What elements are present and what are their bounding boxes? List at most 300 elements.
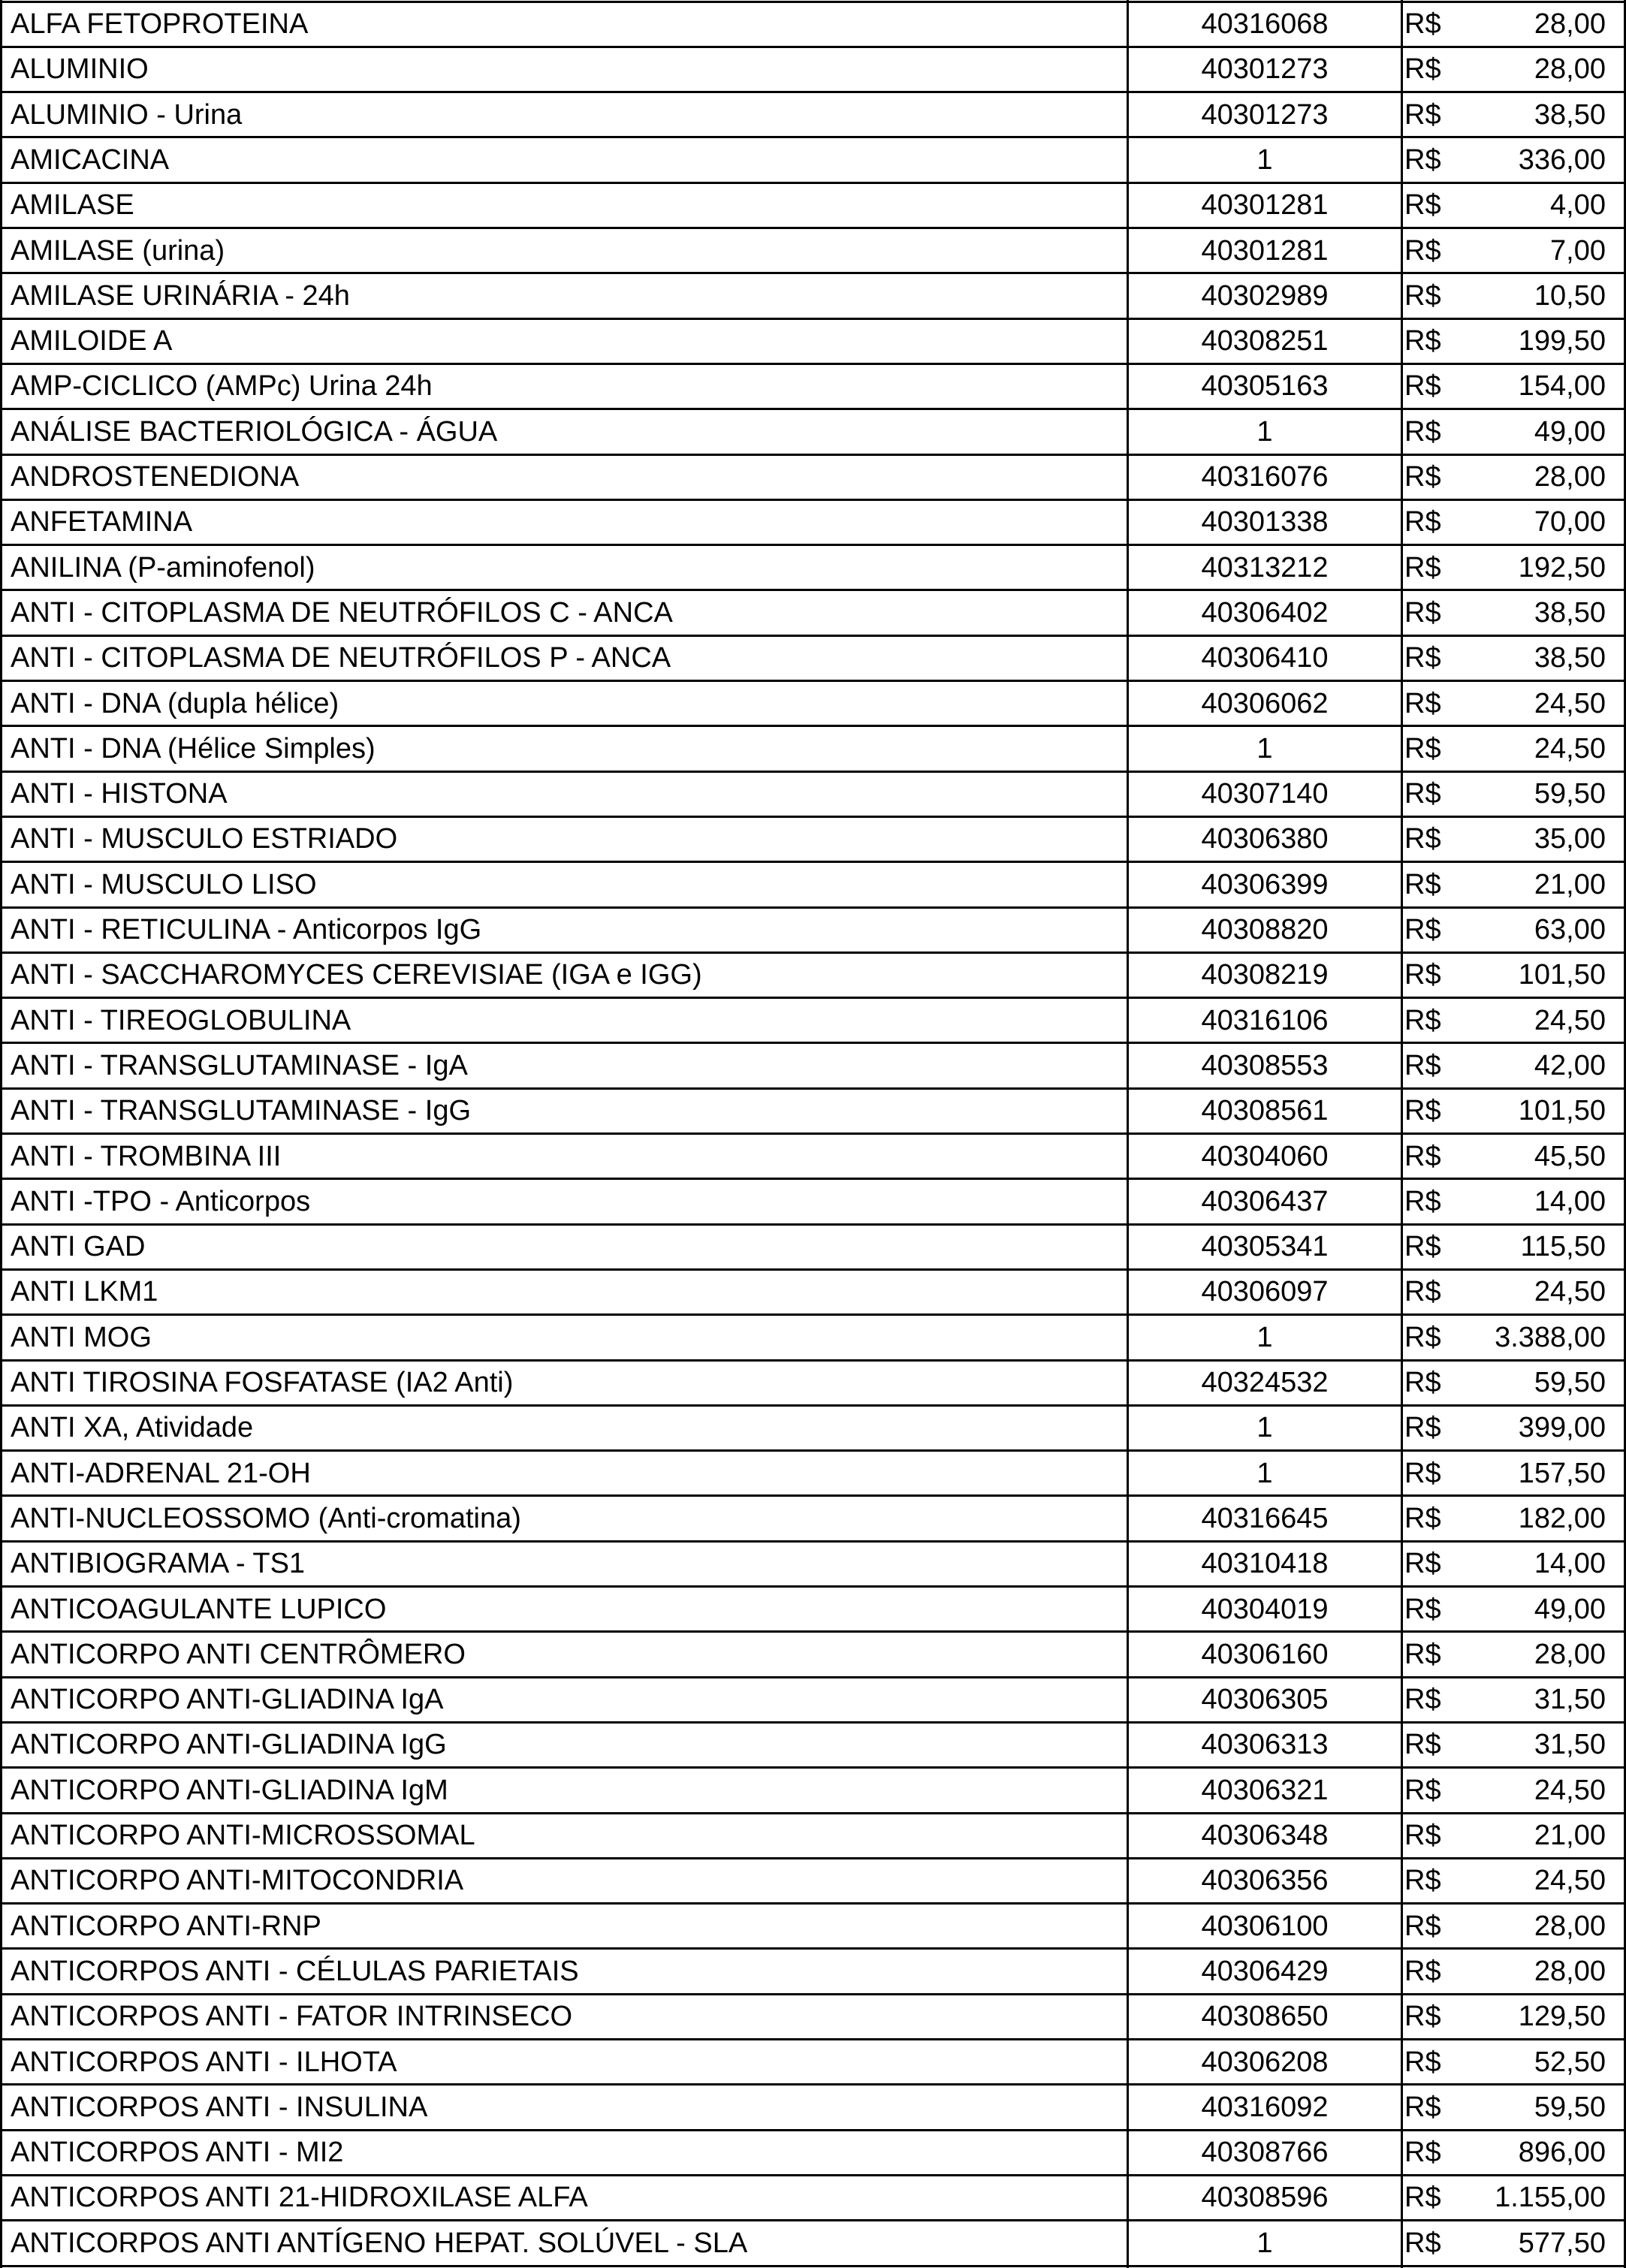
currency-symbol-cell: R$ — [1404, 1638, 1441, 1670]
currency-symbol-cell: R$ — [1404, 2046, 1441, 2078]
price-cell: 1.155,00 — [1495, 2182, 1606, 2214]
row-divider — [0, 1585, 1626, 1588]
price-cell: 14,00 — [1534, 1185, 1606, 1217]
price-cell: 59,50 — [1534, 1367, 1606, 1398]
table-row — [0, 137, 1626, 182]
currency-symbol-cell: R$ — [1404, 1004, 1441, 1036]
price-cell: 14,00 — [1534, 1548, 1606, 1580]
currency-symbol-cell: R$ — [1404, 234, 1441, 267]
currency-symbol-cell: R$ — [1404, 1955, 1441, 1987]
currency-symbol-cell: R$ — [1404, 959, 1441, 991]
price-cell: 28,00 — [1534, 1638, 1606, 1670]
exam-code-cell: 40307140 — [1201, 778, 1329, 810]
exam-code-cell: 40316076 — [1201, 461, 1329, 493]
row-divider — [0, 680, 1626, 682]
currency-symbol-cell: R$ — [1404, 1095, 1441, 1127]
exam-code-cell: 1 — [1256, 2227, 1273, 2259]
table-row — [0, 816, 1626, 861]
price-cell: 24,50 — [1534, 1276, 1606, 1308]
price-cell: 28,00 — [1534, 8, 1606, 40]
price-cell: 115,50 — [1520, 1231, 1606, 1263]
table-row — [0, 2175, 1626, 2220]
row-divider — [0, 1178, 1626, 1180]
table-row — [0, 1994, 1626, 2039]
exam-name-cell: AMILASE (urina) — [11, 234, 225, 267]
table-row — [0, 998, 1626, 1043]
row-divider — [0, 1540, 1626, 1543]
exam-code-cell: 40316068 — [1201, 8, 1329, 40]
price-cell: 21,00 — [1534, 1820, 1606, 1851]
price-cell: 31,50 — [1534, 1729, 1606, 1761]
row-divider — [0, 1223, 1626, 1226]
currency-symbol-cell: R$ — [1404, 1412, 1441, 1444]
table-row — [0, 907, 1626, 952]
row-divider — [0, 952, 1626, 954]
price-cell: 4,00 — [1550, 189, 1606, 222]
row-divider — [0, 454, 1626, 456]
price-cell: 28,00 — [1534, 53, 1606, 86]
column-divider — [1401, 0, 1403, 2268]
table-row — [0, 2, 1626, 47]
exam-name-cell: ANTI TIROSINA FOSFATASE (IA2 Anti) — [11, 1367, 514, 1398]
currency-symbol-cell: R$ — [1404, 1684, 1441, 1716]
row-divider — [0, 1812, 1626, 1814]
currency-symbol-cell: R$ — [1404, 2137, 1441, 2169]
exam-name-cell: ANTICORPOS ANTI - MI2 — [11, 2137, 344, 2169]
row-divider — [0, 1630, 1626, 1633]
table-row — [0, 681, 1626, 726]
price-cell: 28,00 — [1534, 1955, 1606, 1987]
currency-symbol-cell: R$ — [1404, 1502, 1441, 1534]
currency-symbol-cell: R$ — [1404, 53, 1441, 86]
currency-symbol-cell: R$ — [1404, 1548, 1441, 1580]
exam-name-cell: ANTI - SACCHAROMYCES CEREVISIAE (IGA e IGG) — [11, 959, 702, 991]
row-divider — [0, 136, 1626, 138]
exam-code-cell: 40306402 — [1201, 596, 1329, 629]
currency-symbol-cell: R$ — [1404, 1910, 1441, 1942]
table-row — [0, 1088, 1626, 1133]
row-divider — [0, 1766, 1626, 1769]
row-divider — [0, 1721, 1626, 1724]
currency-symbol-cell: R$ — [1404, 1049, 1441, 1081]
exam-code-cell: 40306410 — [1201, 642, 1329, 674]
exam-code-cell: 40301281 — [1201, 234, 1329, 267]
exam-code-cell: 40316092 — [1201, 2091, 1329, 2123]
exam-name-cell: ANTI - MUSCULO ESTRIADO — [11, 823, 398, 855]
price-cell: 7,00 — [1550, 234, 1606, 267]
table-row — [0, 771, 1626, 816]
price-cell: 59,50 — [1534, 2091, 1606, 2123]
currency-symbol-cell: R$ — [1404, 189, 1441, 222]
exam-code-cell: 1 — [1256, 415, 1273, 448]
price-cell: 49,00 — [1534, 1593, 1606, 1625]
exam-name-cell: AMILASE URINÁRIA - 24h — [11, 279, 350, 312]
exam-code-cell: 40310418 — [1201, 1548, 1329, 1580]
price-cell: 49,00 — [1534, 415, 1606, 448]
table-row — [0, 363, 1626, 409]
row-divider — [0, 1268, 1626, 1271]
currency-symbol-cell: R$ — [1404, 8, 1441, 40]
row-divider — [0, 1359, 1626, 1362]
table-row — [0, 454, 1626, 499]
exam-code-cell: 40306437 — [1201, 1185, 1329, 1217]
row-divider — [0, 1132, 1626, 1135]
exam-code-cell: 40306097 — [1201, 1276, 1329, 1308]
price-cell: 21,00 — [1534, 868, 1606, 900]
exam-code-cell: 40306100 — [1201, 1910, 1329, 1942]
price-cell: 182,00 — [1518, 1502, 1606, 1534]
exam-code-cell: 1 — [1256, 1412, 1273, 1444]
price-cell: 24,50 — [1534, 1004, 1606, 1036]
currency-symbol-cell: R$ — [1404, 868, 1441, 900]
currency-symbol-cell: R$ — [1404, 1231, 1441, 1263]
row-divider — [0, 861, 1626, 863]
exam-code-cell: 40304060 — [1201, 1140, 1329, 1172]
currency-symbol-cell: R$ — [1404, 596, 1441, 629]
table-row — [0, 1677, 1626, 1722]
table-row — [0, 726, 1626, 771]
exam-name-cell: ANTICORPO ANTI-MITOCONDRIA — [11, 1865, 464, 1897]
currency-symbol-cell: R$ — [1404, 1774, 1441, 1806]
table-row — [0, 409, 1626, 454]
table-row — [0, 2085, 1626, 2130]
table-row — [0, 1043, 1626, 1088]
currency-symbol-cell: R$ — [1404, 325, 1441, 357]
table-row — [0, 635, 1626, 680]
price-cell: 3.388,00 — [1495, 1321, 1606, 1353]
price-cell: 38,50 — [1534, 596, 1606, 629]
exam-name-cell: ALUMINIO — [11, 53, 149, 86]
exam-code-cell: 40301273 — [1201, 98, 1329, 131]
row-divider — [0, 2174, 1626, 2176]
currency-symbol-cell: R$ — [1404, 2227, 1441, 2259]
row-divider — [0, 91, 1626, 93]
exam-name-cell: ANTI GAD — [11, 1231, 146, 1263]
exam-code-cell: 40308219 — [1201, 959, 1329, 991]
row-divider — [0, 227, 1626, 229]
exam-name-cell: AMP-CICLICO (AMPc) Urina 24h — [11, 370, 433, 403]
exam-code-cell: 40308553 — [1201, 1049, 1329, 1081]
column-divider — [1127, 0, 1129, 2268]
exam-name-cell: ANTI - TRANSGLUTAMINASE - IgG — [11, 1095, 472, 1127]
exam-name-cell: ANDROSTENEDIONA — [11, 461, 300, 493]
row-divider — [0, 589, 1626, 591]
row-divider — [0, 1902, 1626, 1905]
exam-name-cell: ANTI - MUSCULO LISO — [11, 868, 317, 900]
exam-code-cell: 40302989 — [1201, 279, 1329, 312]
exam-name-cell: ANTI XA, Atividade — [11, 1412, 254, 1444]
exam-name-cell: ALUMINIO - Urina — [11, 98, 243, 131]
table-row — [0, 1496, 1626, 1541]
exam-code-cell: 40306321 — [1201, 1774, 1329, 1806]
price-cell: 38,50 — [1534, 98, 1606, 131]
row-divider — [0, 2265, 1626, 2267]
exam-name-cell: ANTI MOG — [11, 1321, 152, 1353]
currency-symbol-cell: R$ — [1404, 687, 1441, 719]
exam-code-cell: 1 — [1256, 732, 1273, 765]
exam-code-cell: 40313212 — [1201, 551, 1329, 584]
row-divider — [0, 46, 1626, 48]
currency-symbol-cell: R$ — [1404, 1367, 1441, 1398]
exam-name-cell: ANTICORPO ANTI-MICROSSOMAL — [11, 1820, 475, 1851]
table-row — [0, 2130, 1626, 2175]
price-cell: 577,50 — [1518, 2227, 1606, 2259]
table-row — [0, 1405, 1626, 1450]
table-row — [0, 1224, 1626, 1269]
currency-symbol-cell: R$ — [1404, 1276, 1441, 1308]
column-divider — [0, 0, 2, 2268]
currency-symbol-cell: R$ — [1404, 914, 1441, 946]
row-divider — [0, 1087, 1626, 1090]
price-cell: 45,50 — [1534, 1140, 1606, 1172]
price-cell: 35,00 — [1534, 823, 1606, 855]
currency-symbol-cell: R$ — [1404, 370, 1441, 403]
table-row — [0, 92, 1626, 137]
currency-symbol-cell: R$ — [1404, 1820, 1441, 1851]
exam-name-cell: ALFA FETOPROTEINA — [11, 8, 309, 40]
exam-name-cell: ANTI - CITOPLASMA DE NEUTRÓFILOS P - ANCA — [11, 642, 671, 674]
exam-name-cell: ANTICORPO ANTI-GLIADINA IgA — [11, 1684, 444, 1716]
table-row — [0, 1451, 1626, 1496]
exam-code-cell: 40308650 — [1201, 2001, 1329, 2033]
price-cell: 192,50 — [1518, 551, 1606, 584]
price-cell: 24,50 — [1534, 1865, 1606, 1897]
exam-name-cell: ANTI - DNA (Hélice Simples) — [11, 732, 376, 765]
table-row — [0, 545, 1626, 590]
currency-symbol-cell: R$ — [1404, 1865, 1441, 1897]
exam-name-cell: ANFETAMINA — [11, 506, 193, 538]
exam-code-cell: 40301281 — [1201, 189, 1329, 222]
row-divider — [0, 1494, 1626, 1497]
exam-name-cell: ANTICORPO ANTI-GLIADINA IgG — [11, 1729, 447, 1761]
currency-symbol-cell: R$ — [1404, 551, 1441, 584]
row-divider — [0, 771, 1626, 773]
exam-code-cell: 40306399 — [1201, 868, 1329, 900]
currency-symbol-cell: R$ — [1404, 1729, 1441, 1761]
exam-name-cell: AMILASE — [11, 189, 134, 222]
price-cell: 24,50 — [1534, 1774, 1606, 1806]
row-divider — [0, 2219, 1626, 2221]
price-cell: 199,50 — [1518, 325, 1606, 357]
table-row — [0, 1949, 1626, 1994]
exam-name-cell: ANTI-ADRENAL 21-OH — [11, 1457, 311, 1489]
row-divider — [0, 318, 1626, 320]
exam-name-cell: ANTI-NUCLEOSSOMO (Anti-cromatina) — [11, 1502, 521, 1534]
row-divider — [0, 906, 1626, 909]
price-cell: 24,50 — [1534, 732, 1606, 765]
exam-code-cell: 40306305 — [1201, 1684, 1329, 1716]
currency-symbol-cell: R$ — [1404, 642, 1441, 674]
currency-symbol-cell: R$ — [1404, 1593, 1441, 1625]
currency-symbol-cell: R$ — [1404, 1185, 1441, 1217]
exam-code-cell: 40305163 — [1201, 370, 1329, 403]
price-cell: 63,00 — [1534, 914, 1606, 946]
row-divider — [0, 1, 1626, 3]
price-cell: 10,50 — [1534, 279, 1606, 312]
exam-code-cell: 40306062 — [1201, 687, 1329, 719]
currency-symbol-cell: R$ — [1404, 778, 1441, 810]
row-divider — [0, 499, 1626, 501]
price-cell: 101,50 — [1518, 959, 1606, 991]
table-row — [0, 318, 1626, 363]
price-cell: 28,00 — [1534, 461, 1606, 493]
currency-symbol-cell: R$ — [1404, 1457, 1441, 1489]
table-row — [0, 1632, 1626, 1677]
exam-name-cell: ANILINA (P-aminofenol) — [11, 551, 315, 584]
price-cell: 157,50 — [1518, 1457, 1606, 1489]
exam-code-cell: 40308766 — [1201, 2137, 1329, 2169]
exam-code-cell: 40324532 — [1201, 1367, 1329, 1398]
currency-symbol-cell: R$ — [1404, 415, 1441, 448]
table-row — [0, 1813, 1626, 1858]
exam-code-cell: 40304019 — [1201, 1593, 1329, 1625]
table-row — [0, 1587, 1626, 1632]
row-divider — [0, 2129, 1626, 2131]
row-divider — [0, 1042, 1626, 1044]
exam-name-cell: ANTI - CITOPLASMA DE NEUTRÓFILOS C - ANCA — [11, 596, 673, 629]
row-divider — [0, 997, 1626, 999]
price-cell: 154,00 — [1518, 370, 1606, 403]
exam-code-cell: 1 — [1256, 1457, 1273, 1489]
exam-code-cell: 1 — [1256, 143, 1273, 176]
table-row — [0, 273, 1626, 318]
price-cell: 129,50 — [1518, 2001, 1606, 2033]
table-row — [0, 1722, 1626, 1767]
currency-symbol-cell: R$ — [1404, 2001, 1441, 2033]
row-divider — [0, 816, 1626, 818]
table-row — [0, 1315, 1626, 1360]
exam-code-cell: 40306429 — [1201, 1955, 1329, 1987]
exam-code-cell: 1 — [1256, 1321, 1273, 1353]
price-cell: 52,50 — [1534, 2046, 1606, 2078]
table-row — [0, 2040, 1626, 2085]
exam-code-cell: 40306313 — [1201, 1729, 1329, 1761]
exam-name-cell: ANTI - TRANSGLUTAMINASE - IgA — [11, 1049, 468, 1081]
table-row — [0, 499, 1626, 544]
exam-name-cell: ANTICORPOS ANTI - CÉLULAS PARIETAIS — [11, 1955, 579, 1987]
exam-name-cell: AMILOIDE A — [11, 325, 173, 357]
row-divider — [0, 1313, 1626, 1316]
price-cell: 59,50 — [1534, 778, 1606, 810]
table-row — [0, 1269, 1626, 1314]
exam-name-cell: ANTICORPOS ANTI - FATOR INTRINSECO — [11, 2001, 573, 2033]
exam-name-cell: ANÁLISE BACTERIOLÓGICA - ÁGUA — [11, 415, 498, 448]
exam-code-cell: 40306380 — [1201, 823, 1329, 855]
exam-name-cell: ANTI - RETICULINA - Anticorpos IgG — [11, 914, 482, 946]
exam-name-cell: ANTI - HISTONA — [11, 778, 228, 810]
price-cell: 38,50 — [1534, 642, 1606, 674]
exam-code-cell: 40306208 — [1201, 2046, 1329, 2078]
exam-name-cell: AMICACINA — [11, 143, 170, 176]
row-divider — [0, 725, 1626, 727]
price-cell: 70,00 — [1534, 506, 1606, 538]
currency-symbol-cell: R$ — [1404, 506, 1441, 538]
row-divider — [0, 1993, 1626, 1995]
table-row — [0, 2221, 1626, 2266]
table-row — [0, 1858, 1626, 1903]
exam-code-cell: 40305341 — [1201, 1231, 1329, 1263]
price-cell: 101,50 — [1518, 1095, 1606, 1127]
row-divider — [0, 272, 1626, 274]
exam-name-cell: ANTI LKM1 — [11, 1276, 158, 1308]
row-divider — [0, 2038, 1626, 2040]
table-row — [0, 1134, 1626, 1179]
price-cell: 28,00 — [1534, 1910, 1606, 1942]
price-cell: 399,00 — [1518, 1412, 1606, 1444]
exam-name-cell: ANTIBIOGRAMA - TS1 — [11, 1548, 306, 1580]
exam-name-cell: ANTICORPO ANTI-GLIADINA IgM — [11, 1774, 448, 1806]
currency-symbol-cell: R$ — [1404, 98, 1441, 131]
exam-code-cell: 40301273 — [1201, 53, 1329, 86]
price-cell: 24,50 — [1534, 687, 1606, 719]
exam-name-cell: ANTICORPOS ANTI - ILHOTA — [11, 2046, 397, 2078]
exam-code-cell: 40306160 — [1201, 1638, 1329, 1670]
currency-symbol-cell: R$ — [1404, 823, 1441, 855]
exam-name-cell: ANTI - TIREOGLOBULINA — [11, 1004, 351, 1036]
currency-symbol-cell: R$ — [1404, 2091, 1441, 2123]
price-cell: 31,50 — [1534, 1684, 1606, 1716]
exam-code-cell: 40308596 — [1201, 2182, 1329, 2214]
row-divider — [0, 544, 1626, 546]
currency-symbol-cell: R$ — [1404, 1321, 1441, 1353]
row-divider — [0, 363, 1626, 365]
row-divider — [0, 408, 1626, 410]
currency-symbol-cell: R$ — [1404, 1140, 1441, 1172]
table-row — [0, 590, 1626, 635]
row-divider — [0, 2083, 1626, 2086]
table-row — [0, 1768, 1626, 1813]
table-row — [0, 862, 1626, 907]
exam-name-cell: ANTICORPO ANTI-RNP — [11, 1910, 321, 1942]
currency-symbol-cell: R$ — [1404, 461, 1441, 493]
exam-code-cell: 40316645 — [1201, 1502, 1329, 1534]
exam-name-cell: ANTICORPO ANTI CENTRÔMERO — [11, 1638, 466, 1670]
row-divider — [0, 1449, 1626, 1452]
exam-code-cell: 40306356 — [1201, 1865, 1329, 1897]
row-divider — [0, 635, 1626, 637]
table-row — [0, 1360, 1626, 1405]
currency-symbol-cell: R$ — [1404, 2182, 1441, 2214]
row-divider — [0, 1676, 1626, 1678]
row-divider — [0, 1947, 1626, 1950]
table-row — [0, 47, 1626, 92]
exam-code-cell: 40306348 — [1201, 1820, 1329, 1851]
price-cell: 896,00 — [1518, 2137, 1606, 2169]
price-cell: 336,00 — [1518, 143, 1606, 176]
row-divider — [0, 1404, 1626, 1407]
exam-name-cell: ANTICORPOS ANTI 21-HIDROXILASE ALFA — [11, 2182, 588, 2214]
exam-name-cell: ANTICORPOS ANTI ANTÍGENO HEPAT. SOLÚVEL - SLA — [11, 2227, 748, 2259]
exam-code-cell: 40308561 — [1201, 1095, 1329, 1127]
exam-name-cell: ANTICORPOS ANTI - INSULINA — [11, 2091, 428, 2123]
row-divider — [0, 182, 1626, 184]
exam-name-cell: ANTI -TPO - Anticorpos — [11, 1185, 311, 1217]
table-row — [0, 1541, 1626, 1586]
exam-code-cell: 40301338 — [1201, 506, 1329, 538]
exam-code-cell: 40316106 — [1201, 1004, 1329, 1036]
currency-symbol-cell: R$ — [1404, 143, 1441, 176]
table-row — [0, 228, 1626, 273]
price-cell: 42,00 — [1534, 1049, 1606, 1081]
row-divider — [0, 1857, 1626, 1859]
exam-name-cell: ANTI - DNA (dupla hélice) — [11, 687, 339, 719]
table-row — [0, 952, 1626, 997]
table-row — [0, 1179, 1626, 1224]
exam-code-cell: 40308251 — [1201, 325, 1329, 357]
currency-symbol-cell: R$ — [1404, 279, 1441, 312]
exam-name-cell: ANTICOAGULANTE LUPICO — [11, 1593, 387, 1625]
table-row — [0, 182, 1626, 228]
